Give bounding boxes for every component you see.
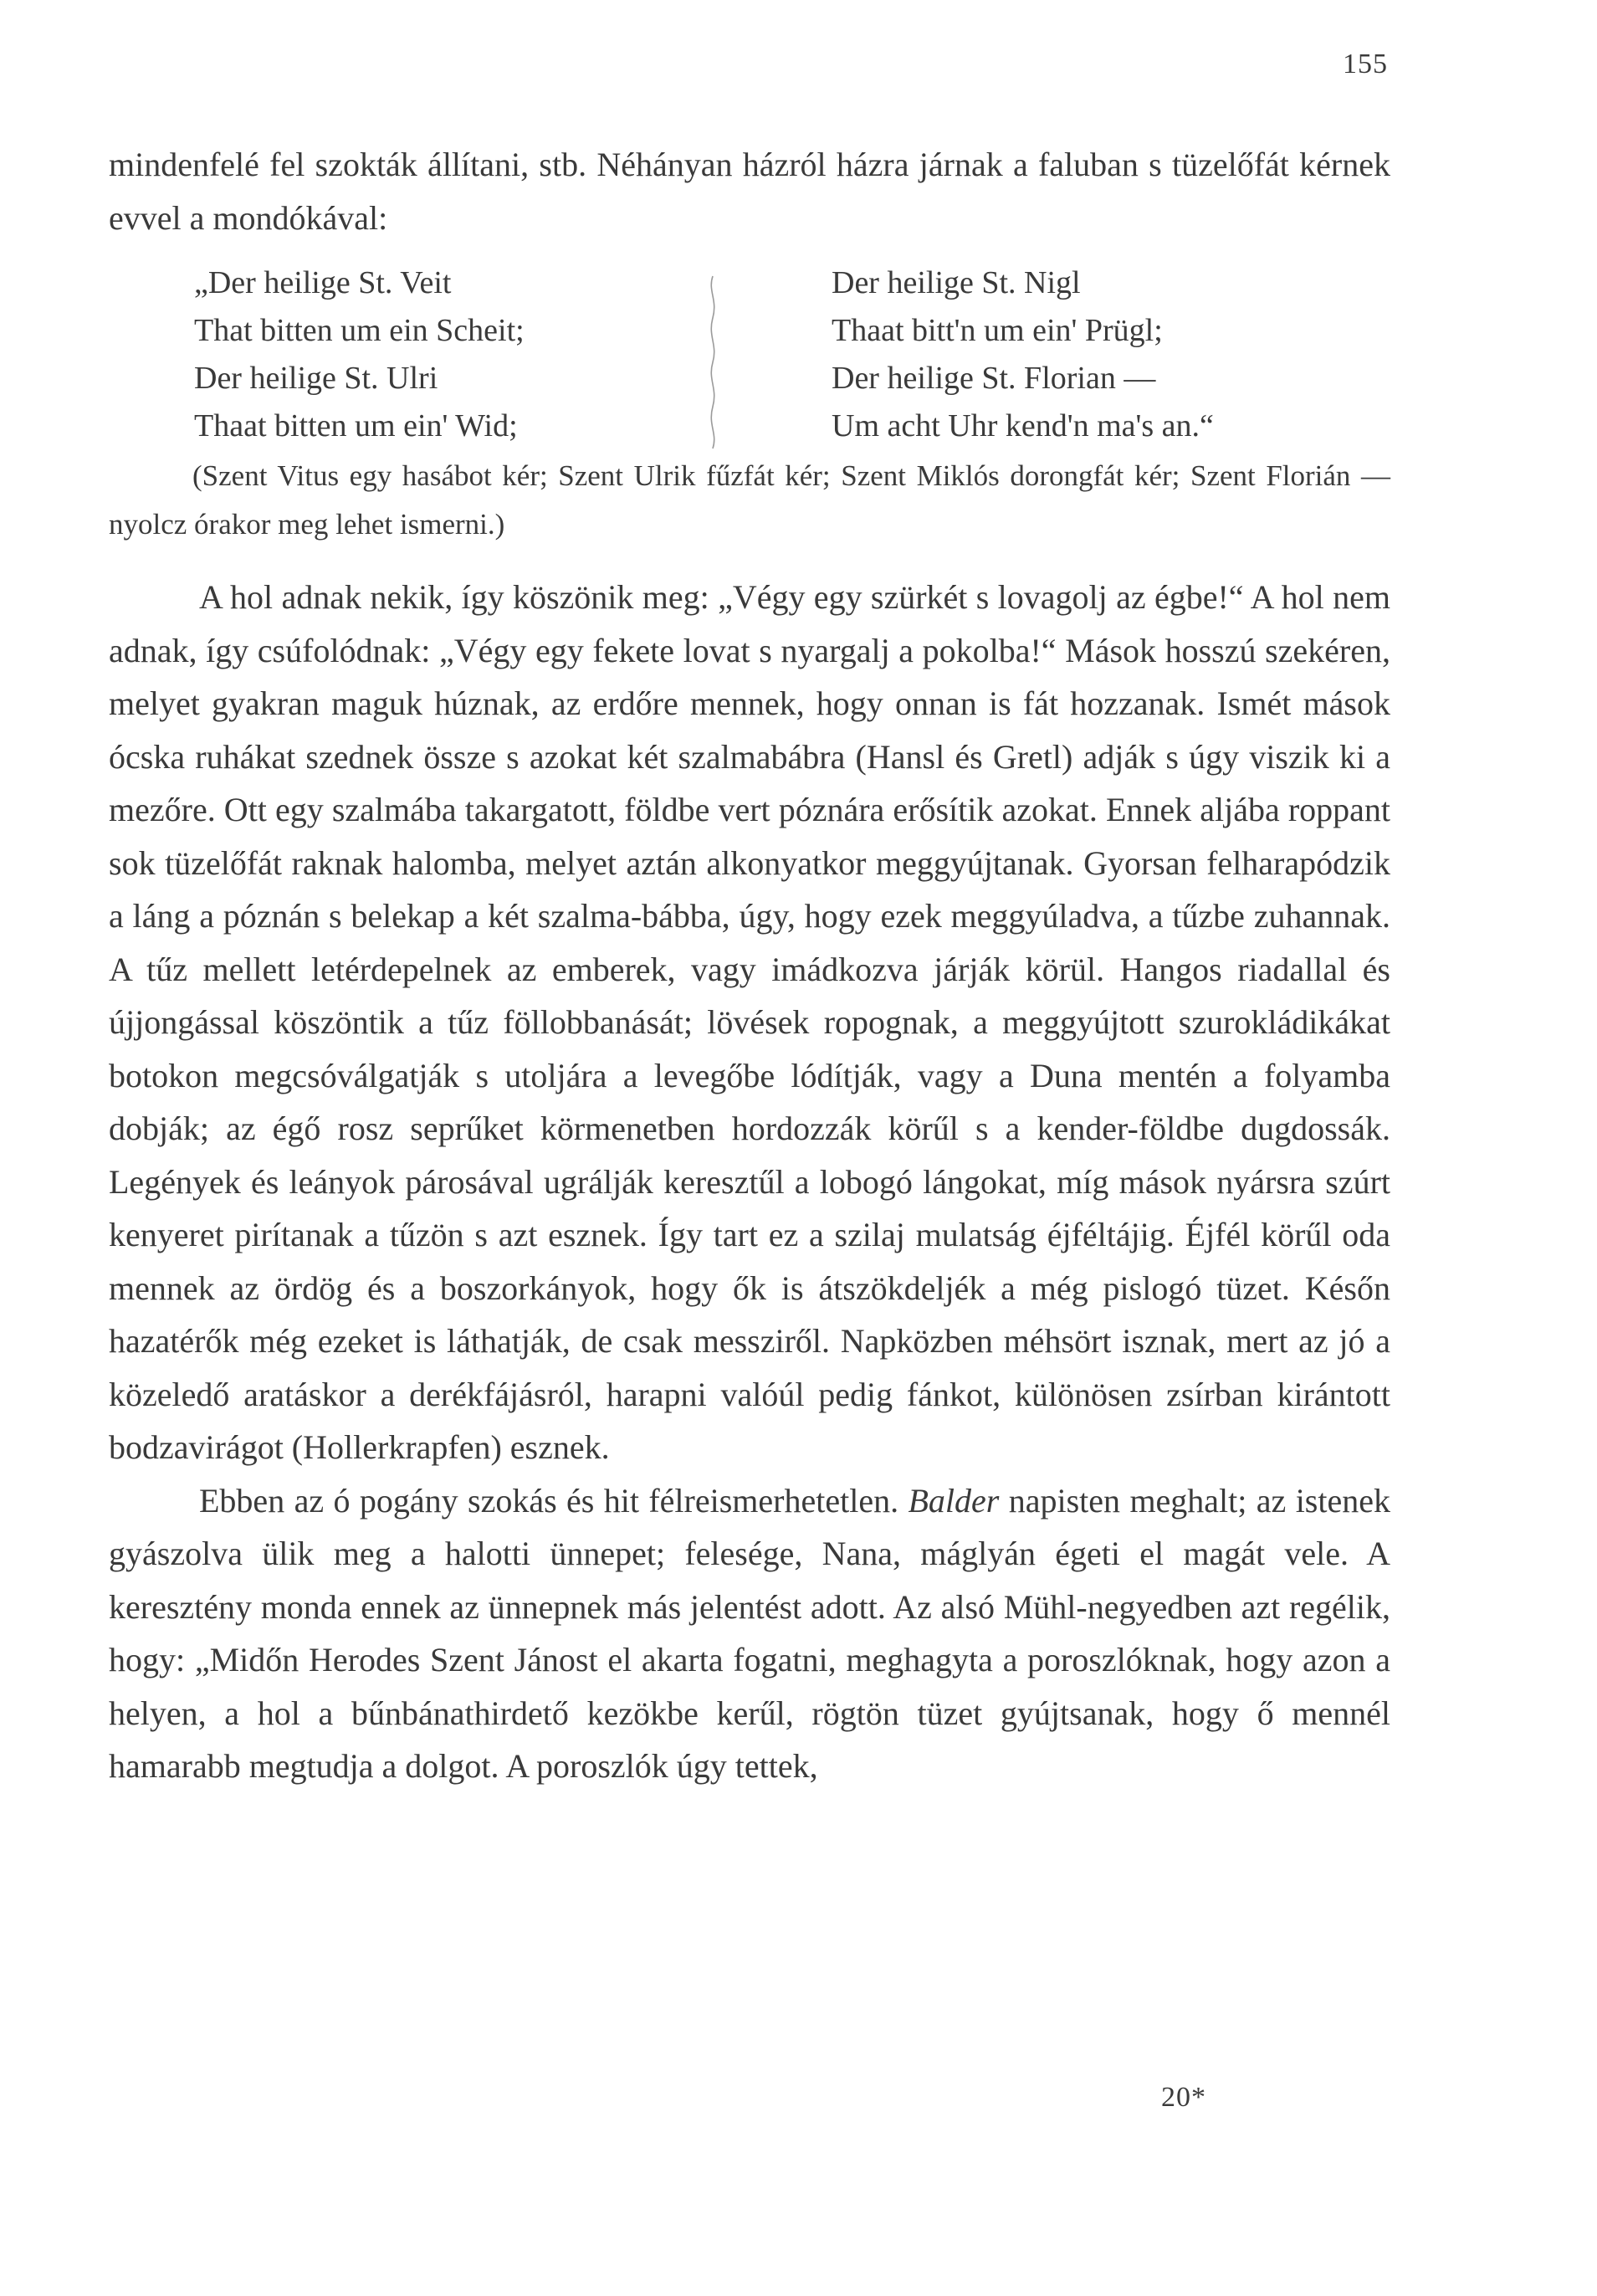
paragraph-text: napisten meghalt; az istenek gyászolva ülik meg a halotti ünnepet; felesége, Nana, máglyán égeti el magát vele. A keresztény monda ennek az ünnepnek más jelentést adott. Az alsó Mühl-negyedben azt regélik, hogy: „Midőn Herodes Szent Jánost el akarta fogatni, meghagyta a poroszlóknak, hogy azon a helyen, a hol a bűnbánathirdető kezökbe kerűl, rögtön tüzet gyújtsanak, hogy ő mennél hamarabb megtudja a dolgot. A poroszlók úgy tettek, bbox=[109, 1481, 1390, 1785]
poem-line: Thaat bitten um ein' Wid; bbox=[194, 408, 518, 443]
poem-right-column bbox=[832, 259, 1214, 450]
paragraph-text: Ebben az ó pogány szokás és hit félreismerhetetlen. bbox=[199, 1481, 899, 1520]
poem-line: Um acht Uhr kend'n ma's an.“ bbox=[832, 408, 1214, 443]
poem-line: Der heilige St. Florian — bbox=[832, 361, 1156, 396]
poem-line: Der heilige St. Nigl bbox=[832, 265, 1081, 300]
paragraph bbox=[109, 1474, 1390, 1793]
main-text bbox=[109, 571, 1390, 1793]
italic-name: Balder bbox=[908, 1481, 1000, 1520]
poem-left-column bbox=[194, 259, 525, 450]
poem-line: „Der heilige St. Veit bbox=[194, 265, 452, 300]
poem-line: That bitten um ein Scheit; bbox=[194, 313, 525, 348]
translation-note: (Szent Vitus egy hasábot kér; Szent Ulrik fűzfát kér; Szent Miklós dorongfát kér; Szent Florián — nyolcz órakor meg lehet ismerni.) bbox=[109, 459, 1390, 541]
poem-line: Thaat bitt'n um ein' Prügl; bbox=[832, 313, 1163, 348]
intro-paragraph: mindenfelé fel szokták állítani, stb. Néhányan házról házra járnak a faluban s tüzelőfát kérnek evvel a mondókával: bbox=[109, 146, 1390, 237]
poem-line: Der heilige St. Ulri bbox=[194, 361, 438, 396]
paragraph: A hol adnak nekik, így köszönik meg: „Végy egy szürkét s lovagolj az égbe!“ A hol nem adnak, így csúfolódnak: „Végy egy fekete lovat s nyargalj a pokolba!“ Mások hosszú szekéren, melyet gyakran maguk húznak, az erdőre mennek, hogy onnan is fát hozzanak. Ismét mások ócska ruhákat szednek össze s azokat két szalmabábra (Hansl és Gretl) adják s úgy viszik ki a mezőre. Ott egy szalmába takargatott, földbe vert póznára erősítik azokat. Ennek aljába roppant sok tüzelőfát raknak halomba, melyet aztán alkonyatkor meggyújtanak. Gyorsan felharapódzik a láng a póznán s belekap a két szalma-bábba, úgy, hogy ezek meggyúladva, a tűzbe zuhannak. A tűz mellett letérdepelnek az emberek, vagy imádkozva járják körül. Hangos riadallal és újjongással köszöntik a tűz föllobbanását; lövések ropognak, a meggyújtott szurokládikákat botokon megcsóválgatják s utoljára a levegőbe lódítják, vagy a Duna mentén a folyamba dobják; az égő rosz seprűket körmenetben hordozzák körűl s a kender-földbe dugdossák. Legények és leányok párosával ugrálják keresztűl a lobogó lángokat, míg mások nyársra szúrt kenyeret pirítanak a tűzön s azt esznek. Így tart ez a szilaj mulatság éjféltájig. Éjfél körűl oda mennek az ördög és a boszorkányok, hogy ők is átszökdeljék a még pislogó tüzet. Későn hazatérők még ezeket is láthatják, de csak messziről. Napközben méhsört isznak, mert az jó a közeledő aratáskor a derékfájásról, harapni valóúl pedig fánkot, különösen zsírban kirántott bodzavirágot (Hollerkrapfen) esznek. bbox=[109, 578, 1390, 1466]
brace-divider-icon bbox=[704, 274, 721, 450]
signature-mark: 20* bbox=[1161, 2082, 1206, 2113]
page-number: 155 bbox=[1343, 49, 1388, 79]
